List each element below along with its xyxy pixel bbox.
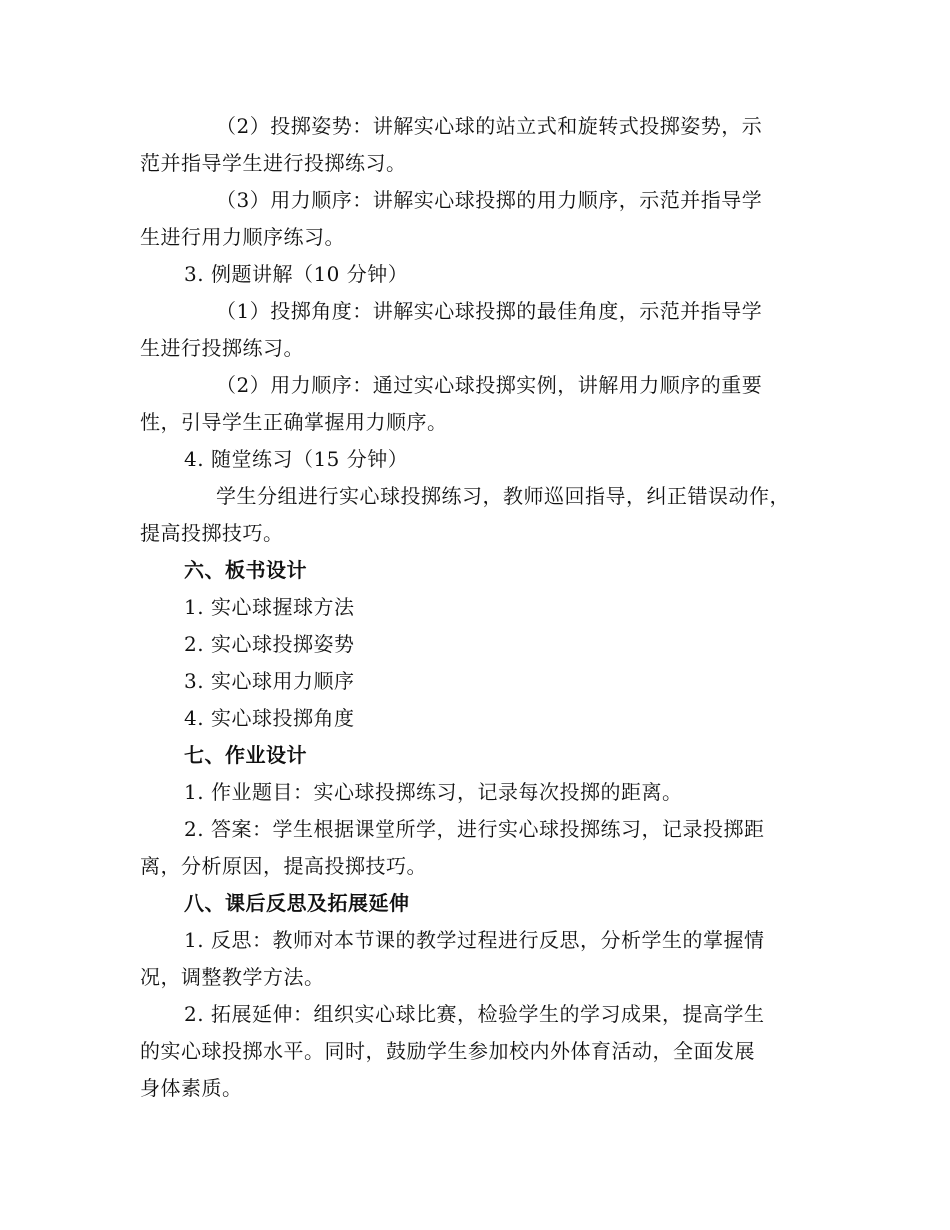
paragraph-line: （2）投掷姿势：讲解实心球的站立式和旋转式投掷姿势，示 bbox=[216, 114, 763, 138]
paragraph-line: 学生分组进行实心球投掷练习，教师巡回指导，纠正错误动作， bbox=[216, 484, 790, 508]
paragraph-line: 范并指导学生进行投掷练习。 bbox=[140, 151, 407, 175]
section-heading: 八、课后反思及拓展延伸 bbox=[184, 891, 410, 915]
section-heading: 六、板书设计 bbox=[184, 558, 307, 582]
paragraph-line: 性，引导学生正确掌握用力顺序。 bbox=[140, 410, 448, 434]
list-item: 4. 实心球投掷角度 bbox=[184, 706, 355, 730]
paragraph-line: （3）用力顺序：讲解实心球投掷的用力顺序，示范并指导学 bbox=[216, 188, 763, 212]
list-item: 3. 实心球用力顺序 bbox=[184, 669, 355, 693]
list-item: 1. 实心球握球方法 bbox=[184, 595, 355, 619]
paragraph-line: 离，分析原因，提高投掷技巧。 bbox=[140, 854, 427, 878]
section-heading: 七、作业设计 bbox=[184, 743, 307, 767]
paragraph-line: （2）用力顺序：通过实心球投掷实例，讲解用力顺序的重要 bbox=[216, 373, 763, 397]
paragraph-line: 身体素质。 bbox=[140, 1076, 243, 1100]
paragraph-line: 的实心球投掷水平。同时，鼓励学生参加校内外体育活动，全面发展 bbox=[140, 1039, 755, 1063]
paragraph-line: 提高投掷技巧。 bbox=[140, 521, 284, 545]
list-item: 1. 反思：教师对本节课的教学过程进行反思，分析学生的掌握情 bbox=[184, 928, 765, 952]
list-item: 3. 例题讲解（10 分钟） bbox=[184, 262, 409, 286]
list-item: 2. 拓展延伸：组织实心球比赛，检验学生的学习成果，提高学生 bbox=[184, 1002, 765, 1026]
paragraph-line: 生进行投掷练习。 bbox=[140, 336, 304, 360]
list-item: 2. 实心球投掷姿势 bbox=[184, 632, 355, 656]
paragraph-line: 生进行用力顺序练习。 bbox=[140, 225, 345, 249]
list-item: 2. 答案：学生根据课堂所学，进行实心球投掷练习，记录投掷距 bbox=[184, 817, 765, 841]
list-item: 1. 作业题目：实心球投掷练习，记录每次投掷的距离。 bbox=[184, 780, 683, 804]
paragraph-line: （1）投掷角度：讲解实心球投掷的最佳角度，示范并指导学 bbox=[216, 299, 763, 323]
list-item: 4. 随堂练习（15 分钟） bbox=[184, 447, 409, 471]
paragraph-line: 况，调整教学方法。 bbox=[140, 965, 325, 989]
